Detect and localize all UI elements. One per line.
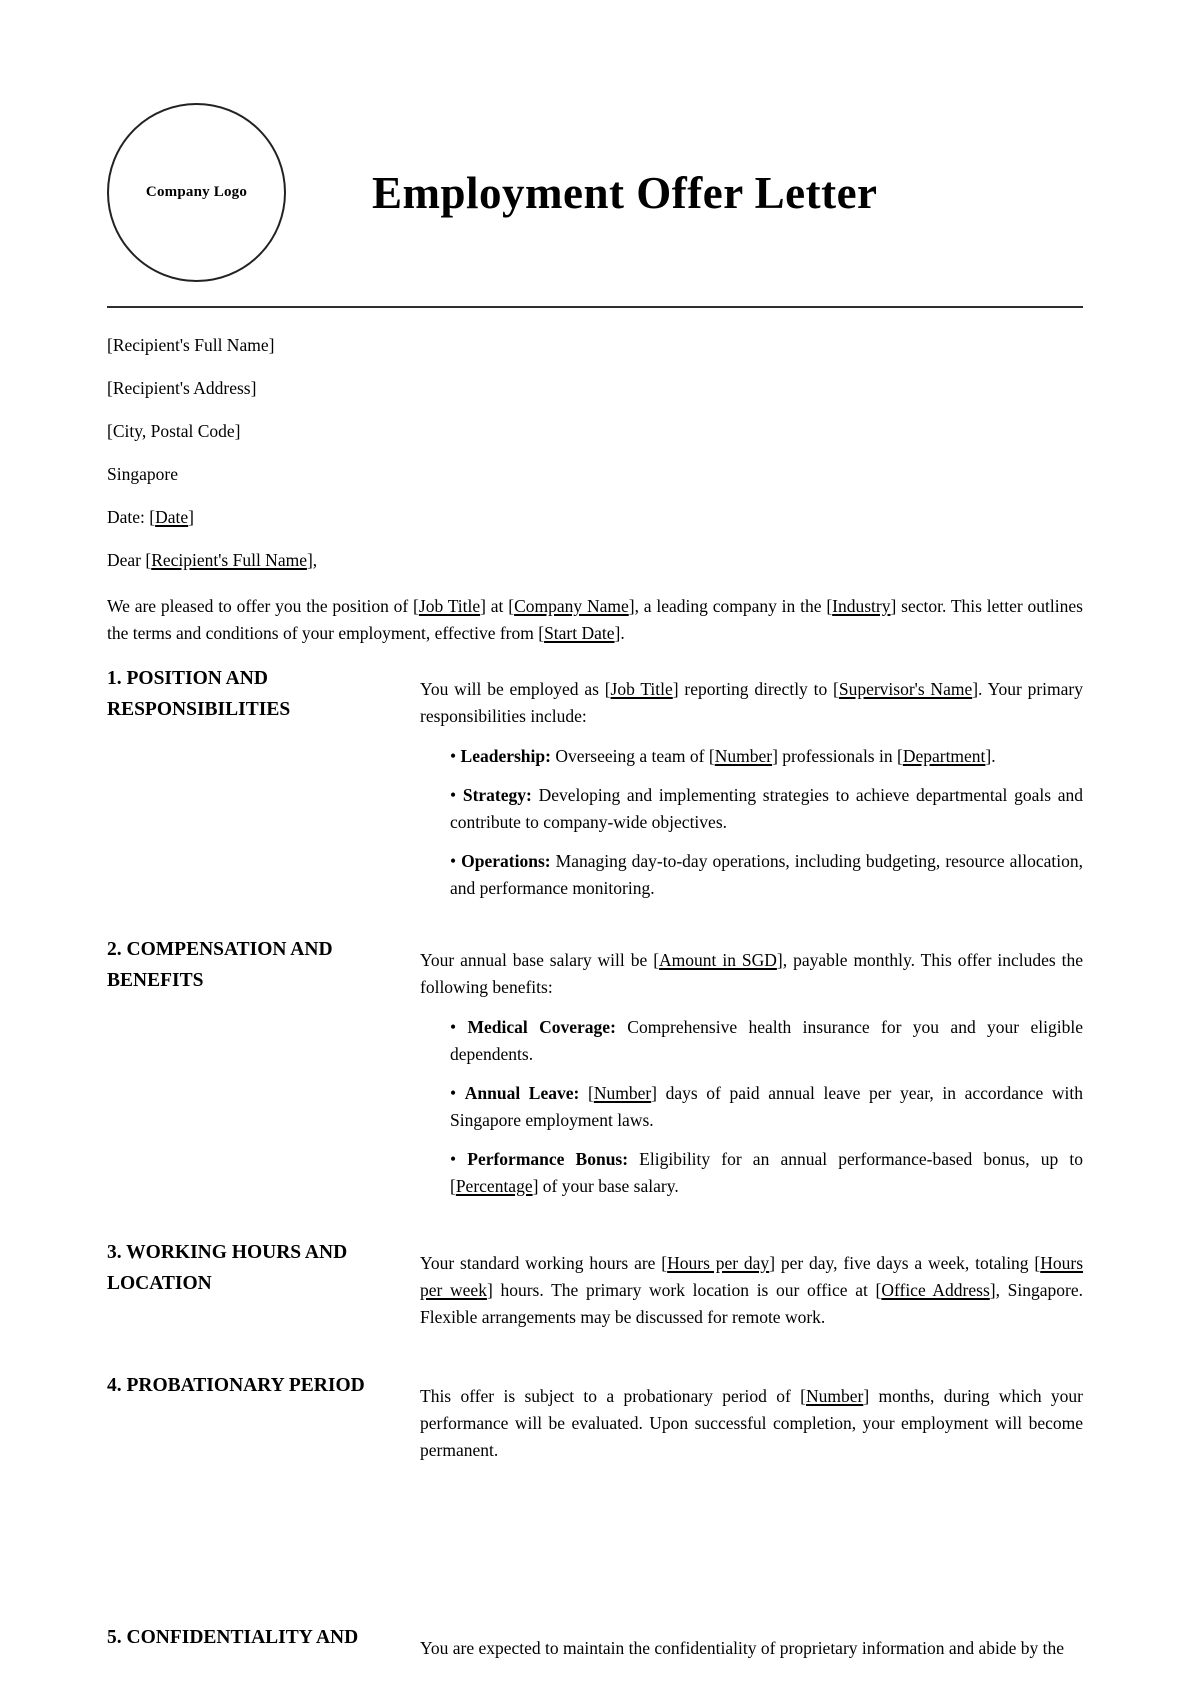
section-compensation-benefits bbox=[107, 934, 1083, 1212]
section-paragraph bbox=[420, 1635, 1083, 1662]
text-segment: ]. Your primary responsibilities include: bbox=[420, 679, 1083, 726]
text-segment: We are pleased to offer you the position of [ bbox=[107, 596, 419, 616]
text-segment: Your standard working hours are [ bbox=[420, 1253, 668, 1273]
text-segment: ], bbox=[306, 550, 318, 570]
section-paragraph bbox=[420, 1383, 1083, 1464]
date-line bbox=[107, 507, 1083, 527]
bullet-item bbox=[450, 782, 1083, 836]
text-segment: You are expected to maintain the confidentiality of proprietary information and abide by the bbox=[420, 1638, 1065, 1658]
section-body bbox=[420, 1622, 1083, 1675]
section-paragraph bbox=[420, 947, 1083, 1001]
section-body bbox=[420, 663, 1083, 914]
text-segment: ], Singapore. Flexible arrangements may be discussed for remote work. bbox=[420, 1280, 1083, 1327]
text-segment: Date: [ bbox=[107, 507, 156, 527]
heading-line: 2. COMPENSATION AND bbox=[107, 939, 333, 960]
text-segment: • bbox=[450, 851, 462, 871]
placeholder-field: Date bbox=[155, 507, 189, 527]
text-segment: Eligibility for an annual performance-based bonus, up to [ bbox=[450, 1149, 1083, 1196]
text-segment: You will be employed as [ bbox=[420, 679, 611, 699]
section-body bbox=[420, 934, 1083, 1212]
page-title: Employment Offer Letter bbox=[372, 167, 878, 218]
placeholder-field: Number bbox=[714, 746, 773, 766]
bullet-list bbox=[420, 1014, 1083, 1200]
text-segment: • bbox=[450, 1149, 468, 1169]
placeholder-field: Department bbox=[902, 746, 986, 766]
bullet-item bbox=[450, 848, 1083, 902]
text-segment: ] of your base salary. bbox=[532, 1176, 679, 1196]
text-segment: ]. bbox=[985, 746, 996, 766]
intro-paragraph bbox=[107, 593, 1083, 647]
section-body bbox=[420, 1370, 1083, 1477]
text-segment: • bbox=[450, 1083, 465, 1103]
section-probationary-period bbox=[107, 1370, 1083, 1477]
section-working-hours-location bbox=[107, 1237, 1083, 1344]
placeholder-field: Hours per day bbox=[667, 1253, 770, 1273]
text-segment: Comprehensive health insurance for you and your eligible dependents. bbox=[450, 1017, 1083, 1064]
bold-label: Annual Leave: bbox=[464, 1083, 580, 1103]
placeholder-field: Hours per week bbox=[420, 1253, 1084, 1300]
bold-label: Operations: bbox=[461, 851, 551, 871]
heading-line: 4. PROBATIONARY PERIOD bbox=[107, 1375, 365, 1396]
text-segment: Your annual base salary will be [ bbox=[420, 950, 660, 970]
section-heading bbox=[107, 1622, 420, 1675]
heading-line: BENEFITS bbox=[107, 970, 204, 991]
bullet-item bbox=[450, 1014, 1083, 1068]
bold-label: Performance Bonus: bbox=[467, 1149, 629, 1169]
text-segment: ] bbox=[188, 507, 194, 527]
placeholder-field: Job Title bbox=[610, 679, 673, 699]
company-logo-text: Company Logo bbox=[145, 184, 248, 200]
salutation-line bbox=[107, 550, 1083, 570]
header-divider bbox=[107, 306, 1083, 308]
section-heading bbox=[107, 1237, 420, 1344]
city-postal-line: [City, Postal Code] bbox=[107, 421, 241, 441]
section-heading bbox=[107, 663, 420, 914]
placeholder-field: Number bbox=[593, 1083, 652, 1103]
section-heading bbox=[107, 934, 420, 1212]
bold-label: Medical Coverage: bbox=[467, 1017, 616, 1037]
text-segment: This offer is subject to a probationary period of [ bbox=[420, 1386, 806, 1406]
text-segment: Dear [ bbox=[107, 550, 152, 570]
heading-line: RESPONSIBILITIES bbox=[107, 699, 291, 720]
text-segment: Developing and implementing strategies to achieve departmental goals and contribute to company-wide objectives. bbox=[450, 785, 1083, 832]
letter-header bbox=[107, 0, 1083, 282]
placeholder-field: Job Title bbox=[418, 596, 481, 616]
text-segment: ] days of paid annual leave per year, in accordance with Singapore employment laws. bbox=[450, 1083, 1084, 1130]
placeholder-field: Supervisor's Name bbox=[838, 679, 973, 699]
text-segment: ] hours. The primary work location is our office at [ bbox=[486, 1280, 882, 1300]
section-paragraph bbox=[420, 1250, 1083, 1331]
placeholder-field: Industry bbox=[832, 596, 891, 616]
text-segment: ] professionals in [ bbox=[772, 746, 903, 766]
text-segment: [ bbox=[579, 1083, 594, 1103]
bullet-item bbox=[450, 1080, 1083, 1134]
text-segment: • bbox=[450, 785, 463, 805]
company-logo bbox=[107, 103, 286, 282]
text-segment: • bbox=[450, 1017, 468, 1037]
bullet-item bbox=[450, 743, 1083, 770]
text-segment: ] sector. This letter outlines the terms and conditions of your employment, effective from [ bbox=[107, 596, 1083, 643]
section-paragraph bbox=[420, 676, 1083, 730]
heading-line: LOCATION bbox=[107, 1273, 212, 1294]
text-segment: Managing day-to-day operations, including budgeting, resource allocation, and performance monitoring. bbox=[450, 851, 1083, 898]
section-heading bbox=[107, 1370, 420, 1477]
bold-label: Strategy: bbox=[462, 785, 532, 805]
placeholder-field: Company Name bbox=[514, 596, 629, 616]
text-segment: ], payable monthly. This offer includes the following benefits: bbox=[420, 950, 1084, 997]
text-segment: ] reporting directly to [ bbox=[672, 679, 839, 699]
text-segment: ] per day, five days a week, totaling [ bbox=[769, 1253, 1041, 1273]
recipient-name-line: [Recipient's Full Name] bbox=[107, 335, 275, 355]
placeholder-field: Office Address bbox=[881, 1280, 990, 1300]
placeholder-field: Percentage bbox=[455, 1176, 533, 1196]
country-line: Singapore bbox=[107, 464, 178, 484]
heading-line: 5. CONFIDENTIALITY AND bbox=[107, 1627, 359, 1648]
section-position-responsibilities bbox=[107, 663, 1083, 914]
bold-label: Leadership: bbox=[460, 746, 551, 766]
placeholder-field: Recipient's Full Name bbox=[151, 550, 307, 570]
heading-line: 3. WORKING HOURS AND bbox=[107, 1242, 348, 1263]
text-segment: ]. bbox=[614, 623, 625, 643]
text-segment: • bbox=[450, 746, 461, 766]
text-segment: ] at [ bbox=[480, 596, 515, 616]
section-confidentiality bbox=[107, 1622, 1083, 1675]
heading-line: 1. POSITION AND bbox=[107, 668, 268, 689]
placeholder-field: Amount in SGD bbox=[659, 950, 777, 970]
recipient-address-line: [Recipient's Address] bbox=[107, 378, 257, 398]
text-segment: ], a leading company in the [ bbox=[628, 596, 833, 616]
placeholder-field: Number bbox=[806, 1386, 864, 1406]
text-segment: ] months, during which your performance will be evaluated. Upon successful completion, your employment will become permanent. bbox=[420, 1386, 1083, 1460]
placeholder-field: Start Date bbox=[544, 623, 615, 643]
section-body bbox=[420, 1237, 1083, 1344]
bullet-item bbox=[450, 1146, 1083, 1200]
bullet-list bbox=[420, 743, 1083, 902]
text-segment: Overseeing a team of [ bbox=[550, 746, 715, 766]
address-block bbox=[107, 335, 1083, 570]
